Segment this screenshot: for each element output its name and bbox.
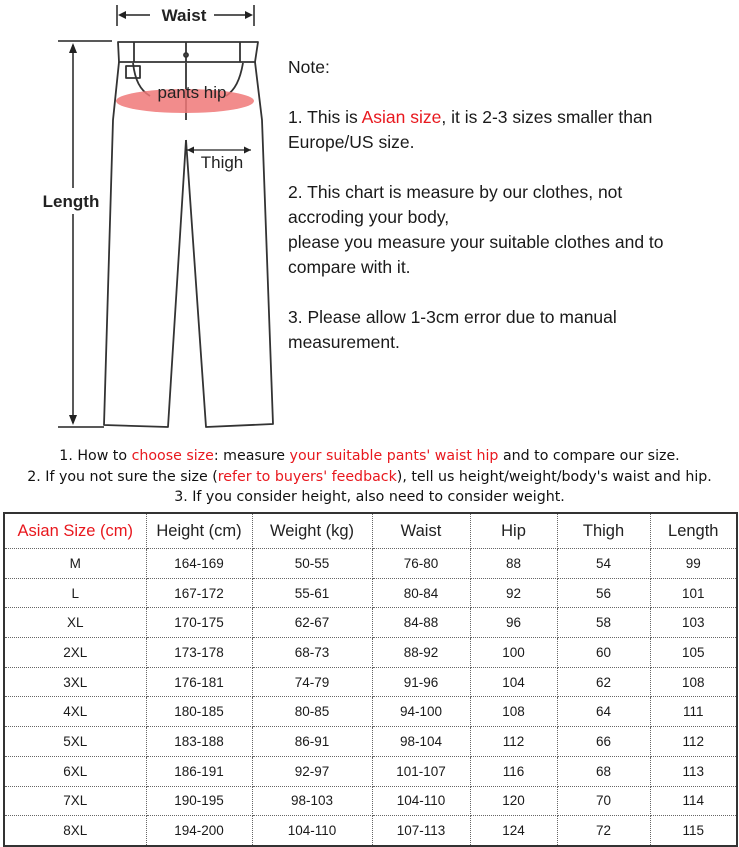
cell-hip: 112 bbox=[470, 727, 557, 757]
cell-weight: 62-67 bbox=[252, 608, 372, 638]
header-hip: Hip bbox=[470, 513, 557, 549]
size-table-body bbox=[4, 549, 737, 846]
cell-thigh: 54 bbox=[557, 549, 650, 579]
cell-thigh: 68 bbox=[557, 756, 650, 786]
table-row bbox=[4, 638, 737, 668]
cell-hip: 108 bbox=[470, 697, 557, 727]
cell-waist: 88-92 bbox=[372, 638, 470, 668]
cell-length: 103 bbox=[650, 608, 737, 638]
thigh-label: Thigh bbox=[200, 153, 244, 172]
cell-weight: 74-79 bbox=[252, 667, 372, 697]
cell-thigh: 66 bbox=[557, 727, 650, 757]
cell-size: 4XL bbox=[4, 697, 146, 727]
cell-weight: 104-110 bbox=[252, 816, 372, 846]
note-item-2b: accroding your body, bbox=[288, 207, 450, 227]
cell-length: 108 bbox=[650, 667, 737, 697]
note-item-1-cont: Europe/US size. bbox=[288, 132, 415, 152]
cell-height: 183-188 bbox=[146, 727, 252, 757]
cell-hip: 116 bbox=[470, 756, 557, 786]
cell-hip: 124 bbox=[470, 816, 557, 846]
cell-weight: 55-61 bbox=[252, 578, 372, 608]
cell-height: 173-178 bbox=[146, 638, 252, 668]
cell-length: 113 bbox=[650, 756, 737, 786]
instruction-1-waist-hip: your suitable pants' waist hip bbox=[289, 448, 499, 464]
cell-height: 186-191 bbox=[146, 756, 252, 786]
table-row bbox=[4, 697, 737, 727]
cell-length: 115 bbox=[650, 816, 737, 846]
cell-size: 6XL bbox=[4, 756, 146, 786]
cell-thigh: 58 bbox=[557, 608, 650, 638]
table-row bbox=[4, 578, 737, 608]
note-1-asian-size: Asian size bbox=[361, 107, 442, 127]
header-waist: Waist bbox=[372, 513, 470, 549]
cell-weight: 98-103 bbox=[252, 786, 372, 816]
instruction-1-a: 1. How to bbox=[59, 448, 132, 464]
table-header-row bbox=[4, 513, 737, 549]
instruction-2-a: 2. If you not sure the size ( bbox=[27, 468, 218, 485]
cell-waist: 101-107 bbox=[372, 756, 470, 786]
note-heading: Note: bbox=[288, 57, 330, 77]
note-item-3b: measurement. bbox=[288, 332, 400, 352]
table-row bbox=[4, 727, 737, 757]
instruction-1-c: and to compare our size. bbox=[498, 448, 680, 464]
cell-waist: 76-80 bbox=[372, 549, 470, 579]
cell-hip: 100 bbox=[470, 638, 557, 668]
header-length: Length bbox=[650, 513, 737, 549]
instruction-3: 3. If you consider height, also need to consider weight. bbox=[174, 489, 565, 505]
hip-label: pants hip bbox=[157, 83, 227, 102]
cell-size: M bbox=[4, 549, 146, 579]
cell-length: 111 bbox=[650, 697, 737, 727]
cell-hip: 120 bbox=[470, 786, 557, 816]
cell-height: 164-169 bbox=[146, 549, 252, 579]
cell-size: XL bbox=[4, 608, 146, 638]
cell-thigh: 56 bbox=[557, 578, 650, 608]
cell-height: 176-181 bbox=[146, 667, 252, 697]
note-item-2d: compare with it. bbox=[288, 257, 411, 277]
instruction-2-b: ), tell us height/weight/body's waist and hip. bbox=[396, 468, 712, 485]
table-row bbox=[4, 786, 737, 816]
note-item-2c: please you measure your suitable clothes and to bbox=[288, 232, 664, 252]
instructions-block bbox=[0, 446, 739, 508]
note-item-1 bbox=[288, 105, 728, 130]
cell-waist: 80-84 bbox=[372, 578, 470, 608]
cell-length: 101 bbox=[650, 578, 737, 608]
table-row bbox=[4, 608, 737, 638]
cell-length: 105 bbox=[650, 638, 737, 668]
cell-weight: 92-97 bbox=[252, 756, 372, 786]
header-weight: Weight (kg) bbox=[252, 513, 372, 549]
table-row bbox=[4, 816, 737, 846]
cell-thigh: 70 bbox=[557, 786, 650, 816]
instruction-1 bbox=[0, 446, 739, 467]
cell-waist: 107-113 bbox=[372, 816, 470, 846]
table-row bbox=[4, 667, 737, 697]
size-table bbox=[3, 512, 738, 847]
note-item-3a: 3. Please allow 1-3cm error due to manual bbox=[288, 307, 617, 327]
cell-weight: 86-91 bbox=[252, 727, 372, 757]
instruction-2-feedback: refer to buyers' feedback bbox=[217, 468, 397, 485]
cell-size: L bbox=[4, 578, 146, 608]
cell-size: 7XL bbox=[4, 786, 146, 816]
cell-thigh: 60 bbox=[557, 638, 650, 668]
header-asian-size: Asian Size (cm) bbox=[4, 513, 146, 549]
instruction-1-b: : measure bbox=[213, 448, 290, 464]
instruction-2 bbox=[0, 467, 739, 488]
header-height: Height (cm) bbox=[146, 513, 252, 549]
cell-length: 114 bbox=[650, 786, 737, 816]
cell-thigh: 64 bbox=[557, 697, 650, 727]
cell-hip: 92 bbox=[470, 578, 557, 608]
cell-length: 112 bbox=[650, 727, 737, 757]
table-row bbox=[4, 549, 737, 579]
notes-block bbox=[288, 55, 728, 355]
instruction-1-choose-size: choose size bbox=[131, 448, 214, 464]
table-row bbox=[4, 756, 737, 786]
cell-size: 8XL bbox=[4, 816, 146, 846]
cell-waist: 104-110 bbox=[372, 786, 470, 816]
header-thigh: Thigh bbox=[557, 513, 650, 549]
cell-size: 5XL bbox=[4, 727, 146, 757]
note-1-prefix: 1. This is bbox=[288, 107, 362, 127]
cell-waist: 98-104 bbox=[372, 727, 470, 757]
cell-size: 2XL bbox=[4, 638, 146, 668]
cell-height: 194-200 bbox=[146, 816, 252, 846]
cell-weight: 80-85 bbox=[252, 697, 372, 727]
cell-height: 180-185 bbox=[146, 697, 252, 727]
length-label: Length bbox=[42, 192, 100, 211]
cell-weight: 68-73 bbox=[252, 638, 372, 668]
cell-hip: 104 bbox=[470, 667, 557, 697]
pants-diagram bbox=[0, 0, 285, 440]
note-item-2a: 2. This chart is measure by our clothes, not bbox=[288, 182, 623, 202]
length-dimension-arrow bbox=[58, 41, 112, 427]
cell-thigh: 62 bbox=[557, 667, 650, 697]
cell-waist: 91-96 bbox=[372, 667, 470, 697]
cell-height: 170-175 bbox=[146, 608, 252, 638]
cell-size: 3XL bbox=[4, 667, 146, 697]
cell-hip: 88 bbox=[470, 549, 557, 579]
cell-height: 190-195 bbox=[146, 786, 252, 816]
cell-waist: 84-88 bbox=[372, 608, 470, 638]
cell-length: 99 bbox=[650, 549, 737, 579]
waist-label: Waist bbox=[161, 6, 207, 25]
cell-thigh: 72 bbox=[557, 816, 650, 846]
note-1-suffix: , it is 2-3 sizes smaller than bbox=[441, 107, 653, 127]
cell-height: 167-172 bbox=[146, 578, 252, 608]
cell-waist: 94-100 bbox=[372, 697, 470, 727]
cell-hip: 96 bbox=[470, 608, 557, 638]
cell-weight: 50-55 bbox=[252, 549, 372, 579]
